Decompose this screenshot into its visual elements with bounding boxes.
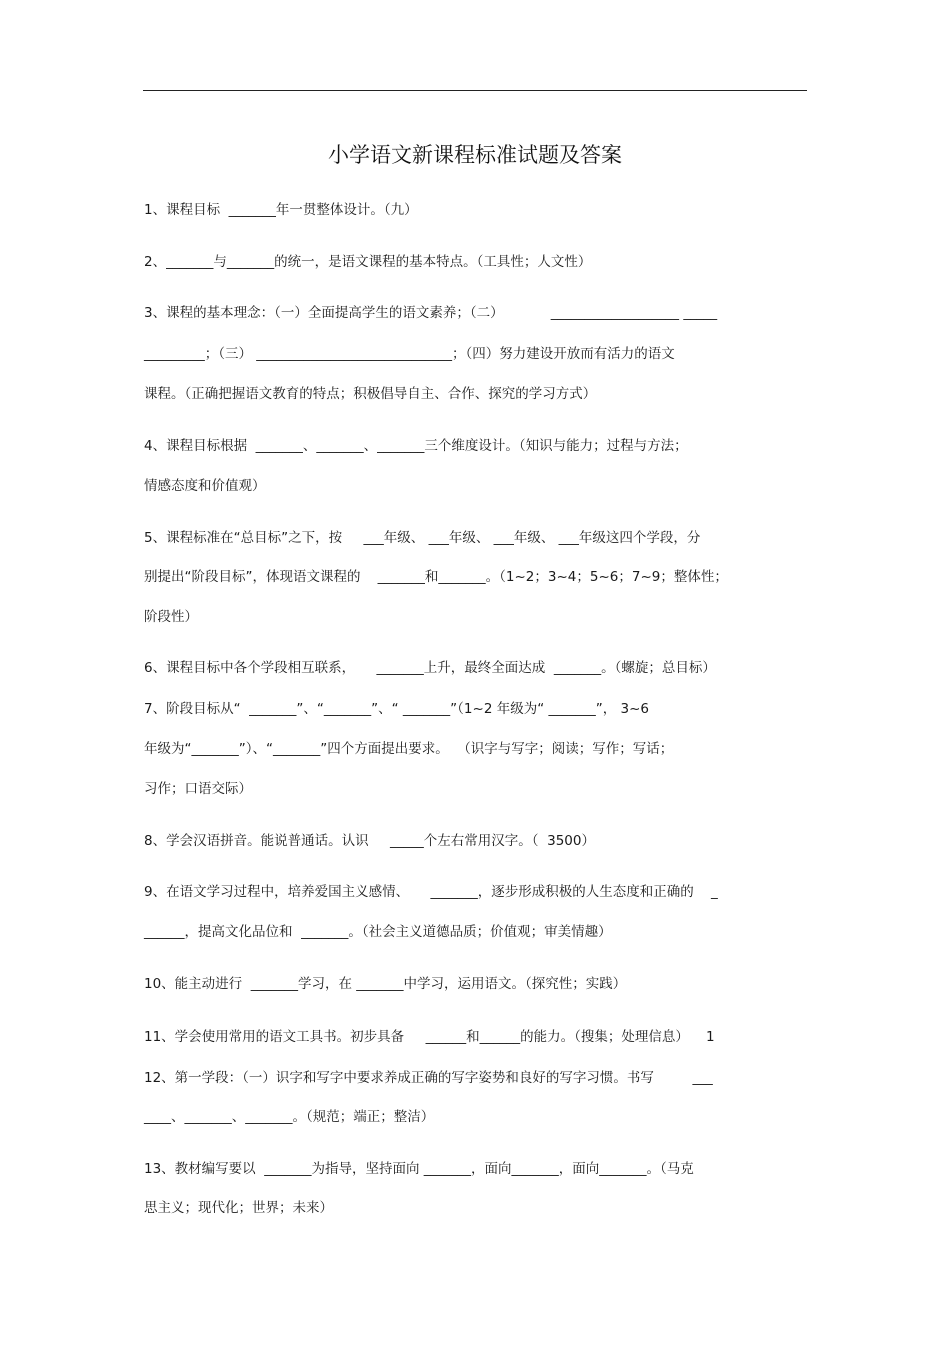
question-9-line-2: ______，提高文化品位和 _______。（社会主义道德品质；价值观；审美情趣） [144, 924, 612, 940]
question-3-line-3: 课程。（正确把握语文教育的特点；积极倡导自主、合作、探究的学习方式） [144, 386, 597, 402]
question-13-line-2: 思主义；现代化；世界；未来） [144, 1200, 333, 1216]
question-7-line-1: 7、阶段目标从“ _______”、“_______”、“ _______”（1~2 年级为“ _______”， 3~6 [144, 701, 650, 717]
page-title: 小学语文新课程标准试题及答案 [328, 143, 622, 167]
question-3-line-2: _________；（三） _____________________________；（四）努力建设开放而有活力的语文 [144, 346, 675, 362]
header-rule [143, 90, 807, 91]
question-3-line-1: 3、课程的基本理念：（一）全面提高学生的语文素养；（二） ___________________ _____ [144, 305, 718, 321]
question-9-line-1: 9、在语文学习过程中，培养爱国主义感情、 _______，逐步形成积极的人生态度和正确的 _ [144, 884, 718, 900]
question-5-line-3: 阶段性） [144, 609, 198, 625]
question-4-line-1: 4、课程目标根据 _______、_______、_______三个维度设计。（知识与能力；过程与方法； [144, 438, 688, 454]
question-7-line-3: 习作；口语交际） [144, 781, 252, 797]
question-12-line-1: 12、第一学段：（一）识字和写字中要求养成正确的写字姿势和良好的写字习惯。书写 ___ [144, 1070, 713, 1086]
question-8-line: 8、学会汉语拼音。能说普通话。认识 _____个左右常用汉字。（ 3500） [144, 833, 595, 849]
question-11-line: 11、学会使用常用的语文工具书。初步具备 ______和______的能力。（搜集；处理信息） 1 [144, 1029, 715, 1045]
question-5-line-2: 别提出“阶段目标”，体现语文课程的 _______和_______。（1~2；3~4；5~6；7~9；整体性； [144, 569, 728, 585]
question-6-line: 6、课程目标中各个学段相互联系， _______上升，最终全面达成 _______。（螺旋；总目标） [144, 660, 716, 676]
question-4-line-2: 情感态度和价值观） [144, 478, 266, 494]
question-12-line-2: ____、_______、_______。（规范；端正；整洁） [144, 1109, 435, 1125]
question-2-line: 2、_______与_______的统一，是语文课程的基本特点。（工具性；人文性） [144, 254, 592, 270]
question-10-line: 10、能主动进行 _______学习，在 _______中学习，运用语文。（探究性；实践） [144, 976, 627, 992]
question-1-line: 1、课程目标 _______年一贯整体设计。（九） [144, 202, 418, 218]
question-7-line-2: 年级为“_______”）、“_______”四个方面提出要求。 （识字与写字；阅读；写作；写话； [144, 741, 674, 757]
question-13-line-1: 13、教材编写要以 _______为指导，坚持面向 _______，面向_______，面向_______。（马克 [144, 1161, 694, 1177]
question-5-line-1: 5、课程标准在“总目标”之下，按 ___年级、 ___年级、 ___年级、 ___年级这四个学段，分 [144, 530, 701, 546]
